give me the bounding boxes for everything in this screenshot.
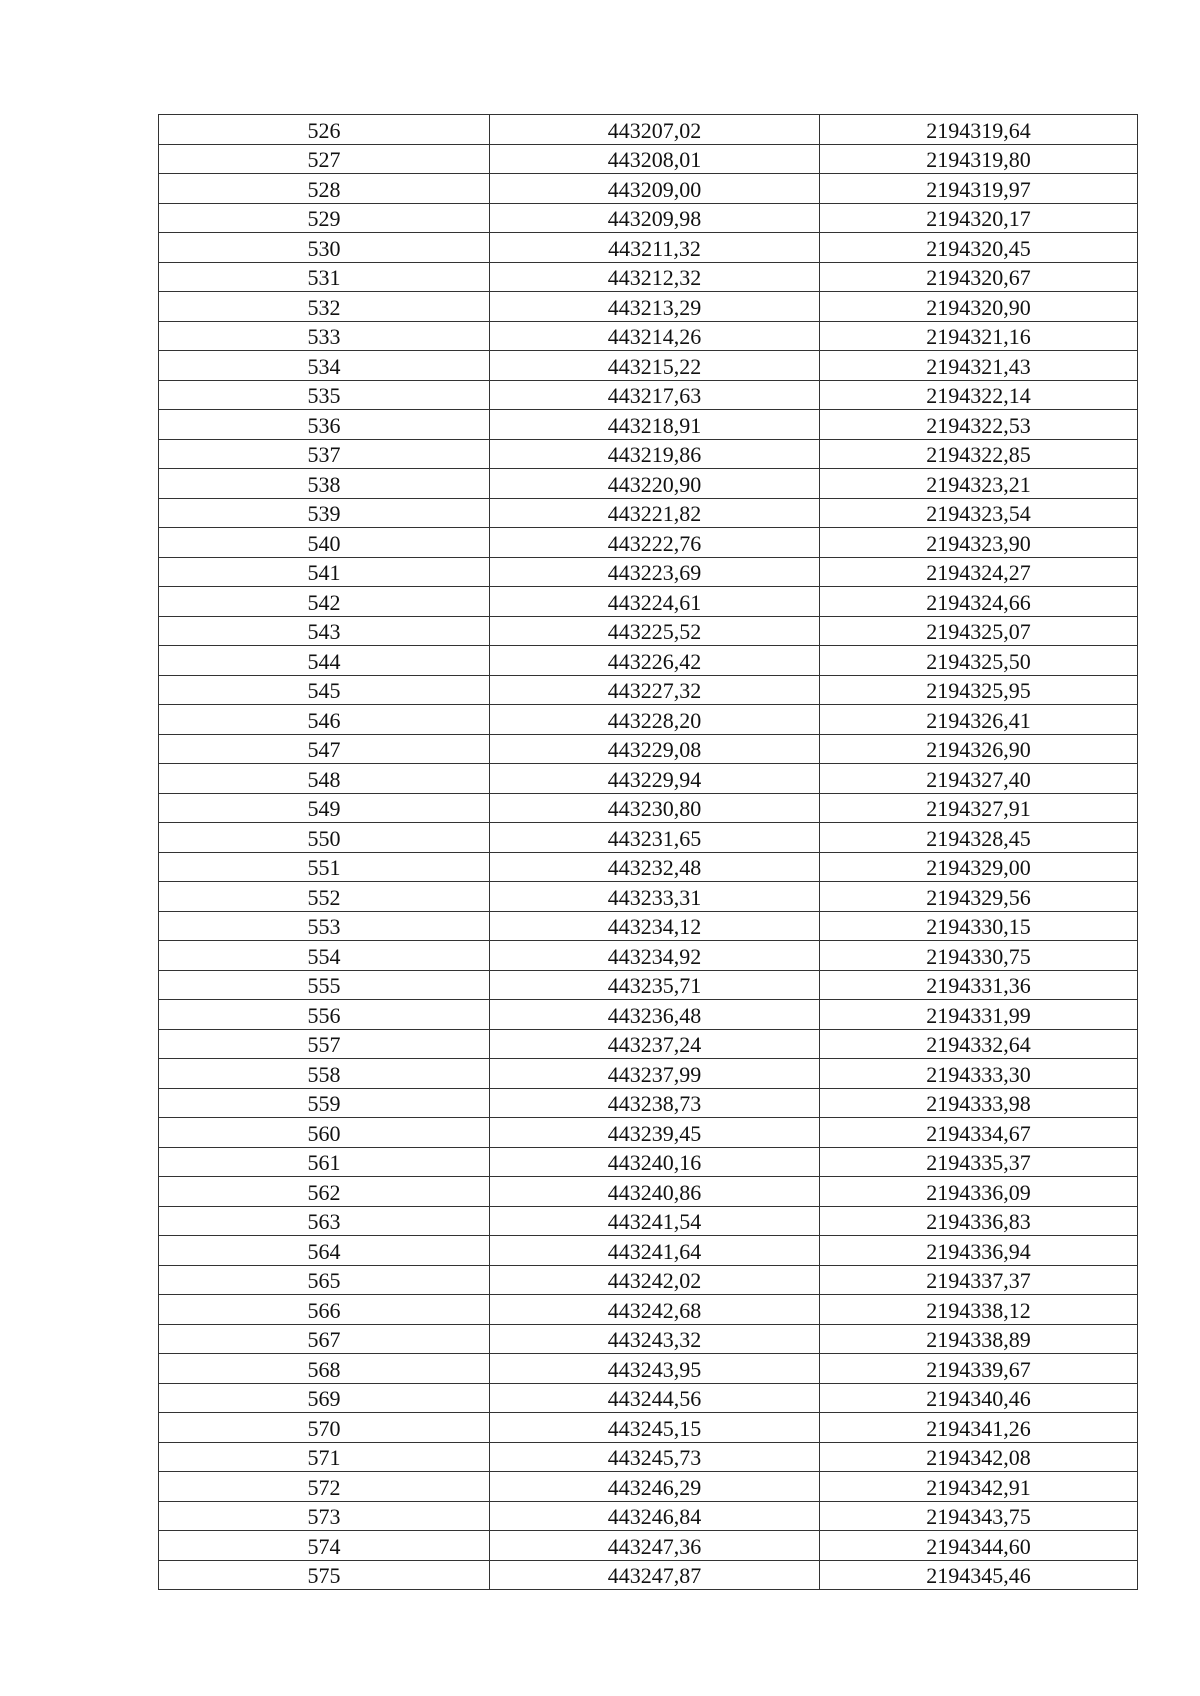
coordinates-table	[158, 114, 1138, 1590]
point-number-cell: 547	[159, 734, 490, 764]
table-row	[159, 528, 1138, 558]
point-number-cell: 559	[159, 1088, 490, 1118]
y-coordinate-cell: 2194339,67	[820, 1354, 1138, 1384]
x-coordinate-cell: 443230,80	[490, 793, 820, 823]
point-number-cell: 539	[159, 498, 490, 528]
x-coordinate-cell: 443234,92	[490, 941, 820, 971]
table-row	[159, 1472, 1138, 1502]
point-number-cell: 544	[159, 646, 490, 676]
y-coordinate-cell: 2194344,60	[820, 1531, 1138, 1561]
y-coordinate-cell: 2194325,50	[820, 646, 1138, 676]
point-number-cell: 542	[159, 587, 490, 617]
x-coordinate-cell: 443231,65	[490, 823, 820, 853]
table-row	[159, 233, 1138, 263]
point-number-cell: 567	[159, 1324, 490, 1354]
table-row	[159, 1324, 1138, 1354]
point-number-cell: 562	[159, 1177, 490, 1207]
y-coordinate-cell: 2194320,67	[820, 262, 1138, 292]
table-row	[159, 734, 1138, 764]
y-coordinate-cell: 2194324,27	[820, 557, 1138, 587]
y-coordinate-cell: 2194325,95	[820, 675, 1138, 705]
point-number-cell: 529	[159, 203, 490, 233]
point-number-cell: 526	[159, 115, 490, 145]
table-row	[159, 970, 1138, 1000]
point-number-cell: 556	[159, 1000, 490, 1030]
y-coordinate-cell: 2194336,83	[820, 1206, 1138, 1236]
table-row	[159, 587, 1138, 617]
y-coordinate-cell: 2194337,37	[820, 1265, 1138, 1295]
y-coordinate-cell: 2194319,80	[820, 144, 1138, 174]
x-coordinate-cell: 443237,24	[490, 1029, 820, 1059]
y-coordinate-cell: 2194330,75	[820, 941, 1138, 971]
point-number-cell: 558	[159, 1059, 490, 1089]
x-coordinate-cell: 443211,32	[490, 233, 820, 263]
point-number-cell: 545	[159, 675, 490, 705]
y-coordinate-cell: 2194332,64	[820, 1029, 1138, 1059]
point-number-cell: 533	[159, 321, 490, 351]
point-number-cell: 534	[159, 351, 490, 381]
table-row	[159, 705, 1138, 735]
x-coordinate-cell: 443240,86	[490, 1177, 820, 1207]
x-coordinate-cell: 443236,48	[490, 1000, 820, 1030]
table-row	[159, 793, 1138, 823]
table-row	[159, 351, 1138, 381]
y-coordinate-cell: 2194323,90	[820, 528, 1138, 558]
point-number-cell: 564	[159, 1236, 490, 1266]
y-coordinate-cell: 2194328,45	[820, 823, 1138, 853]
table-row	[159, 1000, 1138, 1030]
x-coordinate-cell: 443213,29	[490, 292, 820, 322]
y-coordinate-cell: 2194331,99	[820, 1000, 1138, 1030]
x-coordinate-cell: 443246,84	[490, 1501, 820, 1531]
table-row	[159, 1088, 1138, 1118]
point-number-cell: 555	[159, 970, 490, 1000]
table-row	[159, 1206, 1138, 1236]
point-number-cell: 573	[159, 1501, 490, 1531]
x-coordinate-cell: 443215,22	[490, 351, 820, 381]
x-coordinate-cell: 443212,32	[490, 262, 820, 292]
point-number-cell: 566	[159, 1295, 490, 1325]
x-coordinate-cell: 443237,99	[490, 1059, 820, 1089]
table-row	[159, 764, 1138, 794]
point-number-cell: 568	[159, 1354, 490, 1384]
y-coordinate-cell: 2194326,90	[820, 734, 1138, 764]
x-coordinate-cell: 443247,87	[490, 1560, 820, 1590]
y-coordinate-cell: 2194342,08	[820, 1442, 1138, 1472]
y-coordinate-cell: 2194322,53	[820, 410, 1138, 440]
point-number-cell: 560	[159, 1118, 490, 1148]
y-coordinate-cell: 2194345,46	[820, 1560, 1138, 1590]
y-coordinate-cell: 2194329,00	[820, 852, 1138, 882]
x-coordinate-cell: 443240,16	[490, 1147, 820, 1177]
point-number-cell: 569	[159, 1383, 490, 1413]
x-coordinate-cell: 443224,61	[490, 587, 820, 617]
y-coordinate-cell: 2194341,26	[820, 1413, 1138, 1443]
x-coordinate-cell: 443229,08	[490, 734, 820, 764]
point-number-cell: 531	[159, 262, 490, 292]
x-coordinate-cell: 443235,71	[490, 970, 820, 1000]
point-number-cell: 532	[159, 292, 490, 322]
point-number-cell: 551	[159, 852, 490, 882]
point-number-cell: 535	[159, 380, 490, 410]
x-coordinate-cell: 443207,02	[490, 115, 820, 145]
y-coordinate-cell: 2194336,09	[820, 1177, 1138, 1207]
table-row	[159, 675, 1138, 705]
y-coordinate-cell: 2194338,12	[820, 1295, 1138, 1325]
point-number-cell: 537	[159, 439, 490, 469]
y-coordinate-cell: 2194323,54	[820, 498, 1138, 528]
table-row	[159, 1295, 1138, 1325]
table-row	[159, 557, 1138, 587]
table-row	[159, 174, 1138, 204]
table-row	[159, 823, 1138, 853]
x-coordinate-cell: 443222,76	[490, 528, 820, 558]
table-row	[159, 262, 1138, 292]
x-coordinate-cell: 443243,95	[490, 1354, 820, 1384]
y-coordinate-cell: 2194343,75	[820, 1501, 1138, 1531]
point-number-cell: 540	[159, 528, 490, 558]
y-coordinate-cell: 2194334,67	[820, 1118, 1138, 1148]
point-number-cell: 530	[159, 233, 490, 263]
table-row	[159, 115, 1138, 145]
point-number-cell: 552	[159, 882, 490, 912]
table-row	[159, 1383, 1138, 1413]
x-coordinate-cell: 443242,68	[490, 1295, 820, 1325]
table-row	[159, 1029, 1138, 1059]
x-coordinate-cell: 443209,98	[490, 203, 820, 233]
point-number-cell: 575	[159, 1560, 490, 1590]
y-coordinate-cell: 2194321,16	[820, 321, 1138, 351]
y-coordinate-cell: 2194323,21	[820, 469, 1138, 499]
x-coordinate-cell: 443241,64	[490, 1236, 820, 1266]
table-row	[159, 1236, 1138, 1266]
x-coordinate-cell: 443239,45	[490, 1118, 820, 1148]
y-coordinate-cell: 2194329,56	[820, 882, 1138, 912]
table-row	[159, 941, 1138, 971]
y-coordinate-cell: 2194327,91	[820, 793, 1138, 823]
point-number-cell: 528	[159, 174, 490, 204]
y-coordinate-cell: 2194321,43	[820, 351, 1138, 381]
y-coordinate-cell: 2194338,89	[820, 1324, 1138, 1354]
x-coordinate-cell: 443242,02	[490, 1265, 820, 1295]
y-coordinate-cell: 2194322,14	[820, 380, 1138, 410]
point-number-cell: 554	[159, 941, 490, 971]
point-number-cell: 557	[159, 1029, 490, 1059]
table-row	[159, 498, 1138, 528]
table-row	[159, 1531, 1138, 1561]
table-row	[159, 1147, 1138, 1177]
x-coordinate-cell: 443228,20	[490, 705, 820, 735]
x-coordinate-cell: 443244,56	[490, 1383, 820, 1413]
x-coordinate-cell: 443217,63	[490, 380, 820, 410]
table-row	[159, 882, 1138, 912]
x-coordinate-cell: 443247,36	[490, 1531, 820, 1561]
point-number-cell: 565	[159, 1265, 490, 1295]
point-number-cell: 570	[159, 1413, 490, 1443]
point-number-cell: 571	[159, 1442, 490, 1472]
x-coordinate-cell: 443243,32	[490, 1324, 820, 1354]
point-number-cell: 546	[159, 705, 490, 735]
table-row	[159, 380, 1138, 410]
table-row	[159, 616, 1138, 646]
point-number-cell: 550	[159, 823, 490, 853]
y-coordinate-cell: 2194330,15	[820, 911, 1138, 941]
y-coordinate-cell: 2194331,36	[820, 970, 1138, 1000]
y-coordinate-cell: 2194340,46	[820, 1383, 1138, 1413]
y-coordinate-cell: 2194333,30	[820, 1059, 1138, 1089]
y-coordinate-cell: 2194333,98	[820, 1088, 1138, 1118]
table-row	[159, 852, 1138, 882]
table-row	[159, 439, 1138, 469]
x-coordinate-cell: 443218,91	[490, 410, 820, 440]
y-coordinate-cell: 2194322,85	[820, 439, 1138, 469]
point-number-cell: 572	[159, 1472, 490, 1502]
y-coordinate-cell: 2194335,37	[820, 1147, 1138, 1177]
point-number-cell: 527	[159, 144, 490, 174]
point-number-cell: 541	[159, 557, 490, 587]
y-coordinate-cell: 2194320,17	[820, 203, 1138, 233]
point-number-cell: 538	[159, 469, 490, 499]
table-row	[159, 1059, 1138, 1089]
table-row	[159, 1118, 1138, 1148]
table-row	[159, 1442, 1138, 1472]
point-number-cell: 561	[159, 1147, 490, 1177]
point-number-cell: 536	[159, 410, 490, 440]
x-coordinate-cell: 443220,90	[490, 469, 820, 499]
y-coordinate-cell: 2194326,41	[820, 705, 1138, 735]
point-number-cell: 543	[159, 616, 490, 646]
point-number-cell: 553	[159, 911, 490, 941]
x-coordinate-cell: 443245,73	[490, 1442, 820, 1472]
y-coordinate-cell: 2194325,07	[820, 616, 1138, 646]
y-coordinate-cell: 2194320,90	[820, 292, 1138, 322]
table-row	[159, 410, 1138, 440]
x-coordinate-cell: 443233,31	[490, 882, 820, 912]
table-row	[159, 1501, 1138, 1531]
table-row	[159, 1265, 1138, 1295]
y-coordinate-cell: 2194319,64	[820, 115, 1138, 145]
table-row	[159, 911, 1138, 941]
x-coordinate-cell: 443241,54	[490, 1206, 820, 1236]
x-coordinate-cell: 443229,94	[490, 764, 820, 794]
y-coordinate-cell: 2194320,45	[820, 233, 1138, 263]
y-coordinate-cell: 2194327,40	[820, 764, 1138, 794]
table-row	[159, 1413, 1138, 1443]
y-coordinate-cell: 2194336,94	[820, 1236, 1138, 1266]
y-coordinate-cell: 2194324,66	[820, 587, 1138, 617]
x-coordinate-cell: 443246,29	[490, 1472, 820, 1502]
x-coordinate-cell: 443214,26	[490, 321, 820, 351]
x-coordinate-cell: 443232,48	[490, 852, 820, 882]
coordinates-table-body	[159, 115, 1138, 1590]
table-row	[159, 1354, 1138, 1384]
x-coordinate-cell: 443234,12	[490, 911, 820, 941]
y-coordinate-cell: 2194319,97	[820, 174, 1138, 204]
point-number-cell: 563	[159, 1206, 490, 1236]
x-coordinate-cell: 443223,69	[490, 557, 820, 587]
table-row	[159, 469, 1138, 499]
x-coordinate-cell: 443208,01	[490, 144, 820, 174]
point-number-cell: 548	[159, 764, 490, 794]
x-coordinate-cell: 443221,82	[490, 498, 820, 528]
table-row	[159, 144, 1138, 174]
table-row	[159, 646, 1138, 676]
table-row	[159, 321, 1138, 351]
x-coordinate-cell: 443226,42	[490, 646, 820, 676]
table-row	[159, 1560, 1138, 1590]
x-coordinate-cell: 443238,73	[490, 1088, 820, 1118]
x-coordinate-cell: 443209,00	[490, 174, 820, 204]
x-coordinate-cell: 443225,52	[490, 616, 820, 646]
point-number-cell: 549	[159, 793, 490, 823]
table-row	[159, 292, 1138, 322]
table-row	[159, 1177, 1138, 1207]
x-coordinate-cell: 443227,32	[490, 675, 820, 705]
point-number-cell: 574	[159, 1531, 490, 1561]
x-coordinate-cell: 443219,86	[490, 439, 820, 469]
table-row	[159, 203, 1138, 233]
y-coordinate-cell: 2194342,91	[820, 1472, 1138, 1502]
x-coordinate-cell: 443245,15	[490, 1413, 820, 1443]
